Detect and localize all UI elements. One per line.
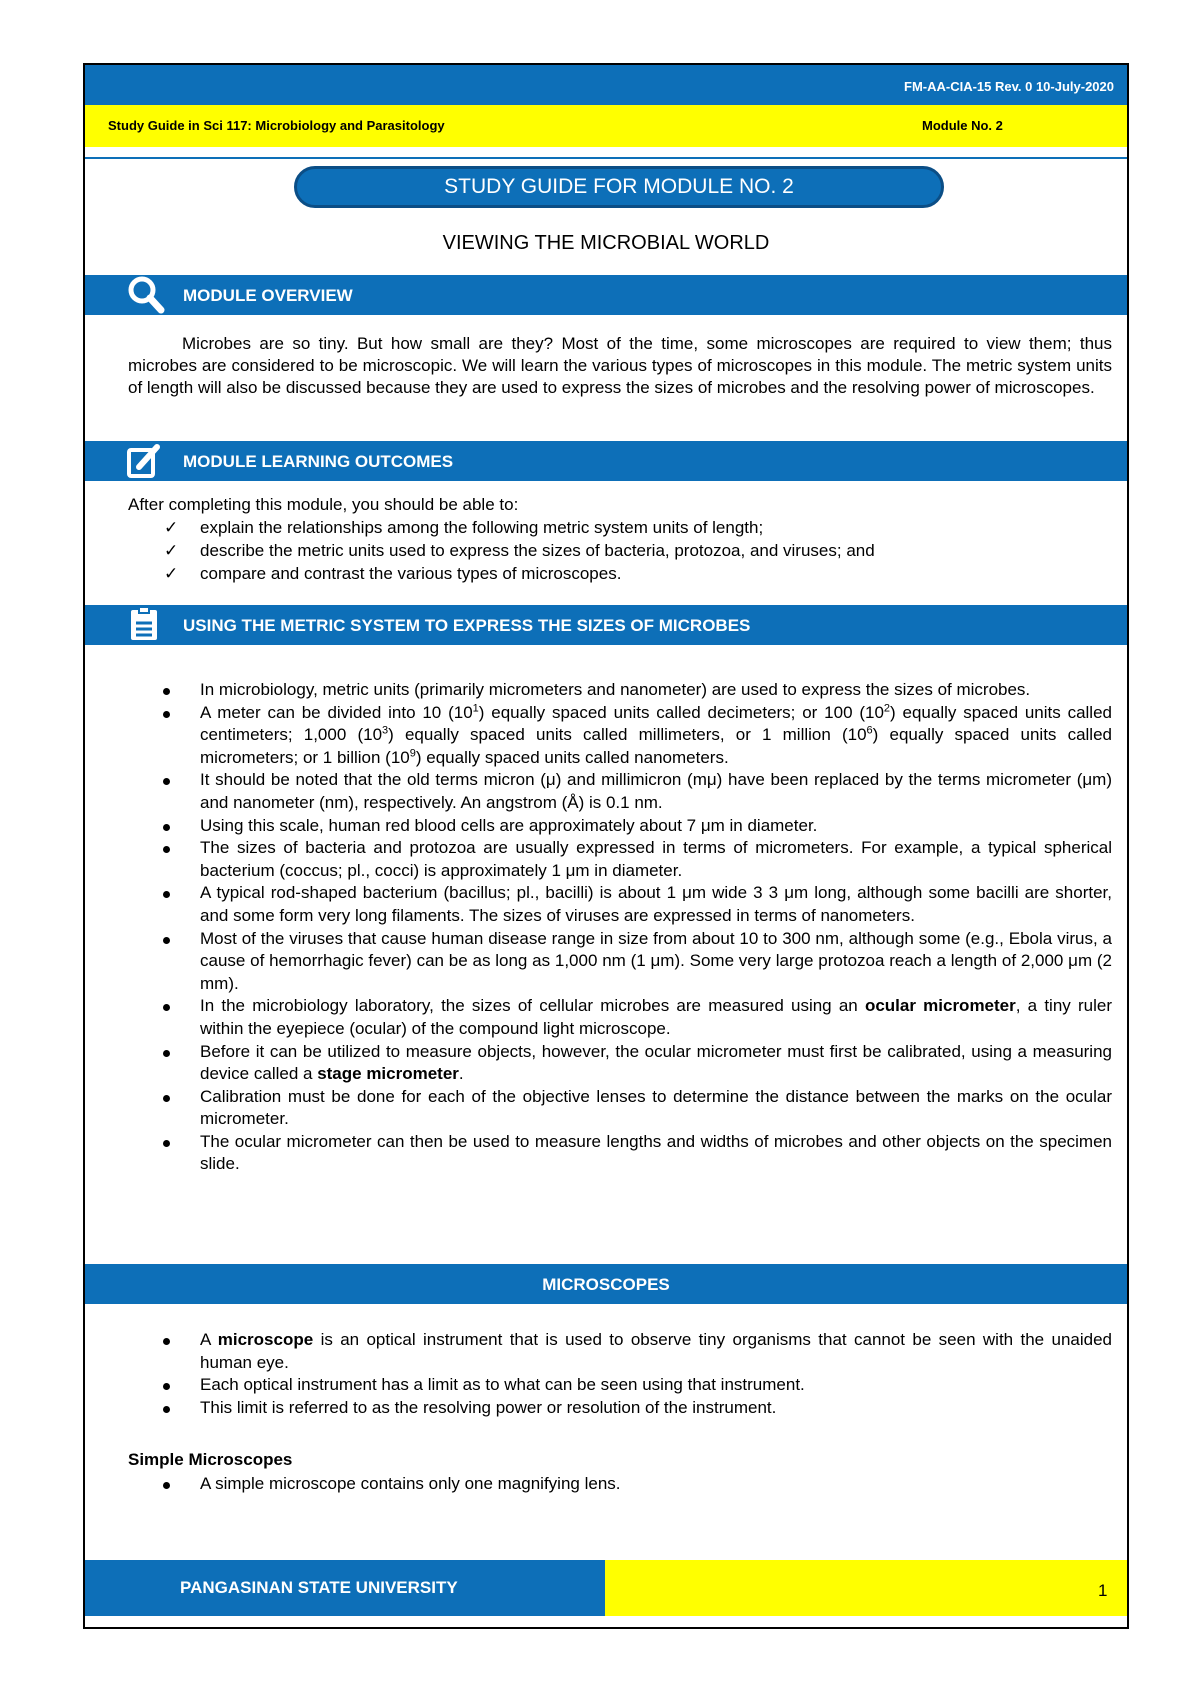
magnifier-icon <box>123 275 167 315</box>
list-item: It should be noted that the old terms micron (μ) and millimicron (mμ) have been replaced by the terms micrometer (μm) and nanometer (nm), respectively. An angstrom (Å) is 0.1 nm. <box>128 769 1112 814</box>
microscopes-heading-bar <box>85 1264 1127 1304</box>
outcomes-intro: After completing this module, you should be able to: <box>128 495 519 514</box>
document-icon <box>123 605 167 645</box>
checkmark-icon: ✓ <box>164 564 179 583</box>
overview-paragraph: Microbes are so tiny. But how small are they? Most of the time, some microscopes are required to view them; thus microbes are considered to be microscopic. We will learn the various types of microscopes in this module. The metric system units of length will also be discussed because they are used to express the sizes of microbes and the resolving power of microscopes. <box>128 334 1112 397</box>
list-item: Calibration must be done for each of the objective lenses to determine the distance between the marks on the ocular micrometer. <box>128 1086 1112 1131</box>
page-number: 1 <box>1098 1581 1108 1600</box>
module-title: VIEWING THE MICROBIAL WORLD <box>442 232 770 254</box>
metric-bullet-list <box>128 679 1112 1176</box>
outcome-item: ✓ describe the metric units used to express the sizes of bacteria, protozoa, and viruses; and <box>164 541 875 560</box>
list-item: Each optical instrument has a limit as to what can be seen using that instrument. <box>128 1374 1112 1397</box>
header-divider <box>85 157 1127 159</box>
outcomes-list <box>128 493 875 585</box>
footer-yellow-band <box>605 1560 1127 1616</box>
checkmark-icon: ✓ <box>164 541 179 560</box>
outcome-item: ✓ explain the relationships among the following metric system units of length; <box>164 518 764 537</box>
outcomes-heading: MODULE LEARNING OUTCOMES <box>183 452 454 471</box>
list-item: In the microbiology laboratory, the sizes of cellular microbes are measured using an ocular micrometer, a tiny ruler within the eyepiece (ocular) of the compound light microscope. <box>128 995 1112 1040</box>
metric-heading-bar <box>85 605 1127 645</box>
outcome-item: ✓ compare and contrast the various types of microscopes. <box>164 564 622 583</box>
list-item: Using this scale, human red blood cells are approximately about 7 μm in diameter. <box>128 815 1112 838</box>
list-item: The ocular micrometer can then be used to measure lengths and widths of microbes and other objects on the specimen slide. <box>128 1131 1112 1176</box>
university-name: PANGASINAN STATE UNIVERSITY <box>180 1578 458 1597</box>
outcomes-heading-bar <box>85 441 1127 481</box>
list-item: The sizes of bacteria and protozoa are usually expressed in terms of micrometers. For example, a typical spherical bacterium (coccus; pl., cocci) is approximately 1 μm in diameter. <box>128 837 1112 882</box>
checkmark-icon: ✓ <box>164 518 179 537</box>
list-item: A microscope is an optical instrument that is used to observe tiny organisms that cannot be seen with the unaided human eye. <box>128 1329 1112 1374</box>
simple-microscopes-list <box>128 1473 1112 1496</box>
overview-heading: MODULE OVERVIEW <box>183 286 353 305</box>
list-item: Before it can be utilized to measure objects, however, the ocular micrometer must first be calibrated, using a measuring device called a stage micrometer. <box>128 1041 1112 1086</box>
course-title: Study Guide in Sci 117: Microbiology and Parasitology <box>108 118 445 133</box>
microscopes-heading: MICROSCOPES <box>542 1275 670 1294</box>
metric-heading: USING THE METRIC SYSTEM TO EXPRESS THE SIZES OF MICROBES <box>183 616 751 635</box>
simple-microscopes-heading: Simple Microscopes <box>128 1450 293 1469</box>
form-code: FM-AA-CIA-15 Rev. 0 10-July-2020 <box>904 79 1114 94</box>
edit-pencil-icon <box>123 441 167 481</box>
list-item: This limit is referred to as the resolving power or resolution of the instrument. <box>128 1397 1112 1420</box>
list-item: A typical rod-shaped bacterium (bacillus; pl., bacilli) is about 1 μm wide 3 3 μm long, although some bacilli are shorter, and some form very long filaments. The sizes of viruses are expressed in terms of nanometers. <box>128 882 1112 927</box>
overview-heading-bar <box>85 275 1127 315</box>
module-number: Module No. 2 <box>922 118 1003 133</box>
list-item: A simple microscope contains only one magnifying lens. <box>128 1473 1112 1496</box>
list-item: A meter can be divided into 10 $(10^1)$ equally spaced units called decimeters; or 100 $(10^2)$ equally spaced units called centimeters; 1,000 $(10^3)$ equally spaced units called millimeters, or 1 million $(10^6)$ equally spaced units called micrometers; or 1 billion $(10^9)$ equally spaced units called nanometers. <box>128 702 1112 770</box>
study-guide-banner: STUDY GUIDE FOR MODULE NO. 2 <box>294 166 944 208</box>
microscopes-bullet-list <box>128 1329 1112 1419</box>
list-item: In microbiology, metric units (primarily micrometers and nanometer) are used to express the sizes of microbes. <box>128 679 1112 702</box>
list-item: Most of the viruses that cause human disease range in size from about 10 to 300 nm, although some (e.g., Ebola virus, a cause of hemorrhagic fever) can be as long as 1,000 nm (1 μm). Some very large protozoa reach a length of 2,000 μm (2 mm). <box>128 928 1112 996</box>
